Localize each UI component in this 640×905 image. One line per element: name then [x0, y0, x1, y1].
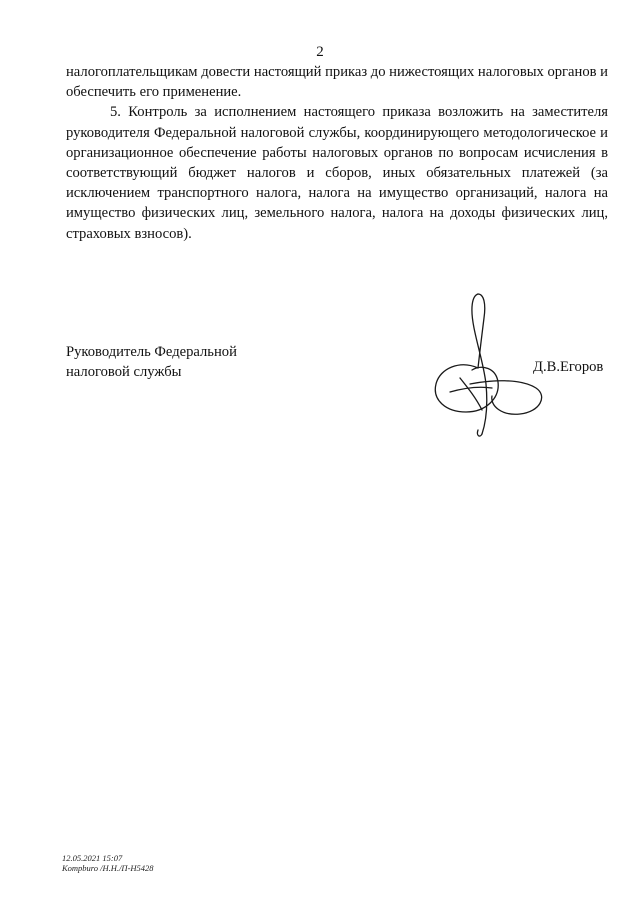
footer-datetime: 12.05.2021 15:07: [62, 853, 123, 863]
paragraph-continuation: налогоплательщикам довести настоящий приказ до нижестоящих налоговых органов и обеспечить его применение.: [66, 64, 608, 101]
page-number: 2: [316, 44, 324, 60]
signatory-position-line-1: Руководитель Федеральной: [66, 344, 237, 360]
paragraph-5: 5. Контроль за исполнением настоящего приказа возложить на заместителя руководителя Федеральной налоговой службы, координирующего методологическое и организационное обеспечение работы налоговых органов по вопросам исчисления в соответствующий бюджет налогов и сборов, иных обязательных платежей (за исключением транспортного налога, налога на имущество организаций, налога на имущество физических лиц, земельного налога, налога на доходы физических лиц, страховых взносов).: [66, 104, 608, 242]
footer-registry: Kompburo /Н.Н./П-Н5428: [62, 863, 154, 873]
order-text: [66, 62, 608, 244]
signatory-position-line-2: налоговой службы: [66, 364, 182, 381]
signatory-position: [66, 342, 237, 382]
document-footer: [62, 853, 154, 873]
signatory-name: Д.В.Егоров: [533, 359, 604, 375]
handwritten-signature: [420, 288, 550, 440]
